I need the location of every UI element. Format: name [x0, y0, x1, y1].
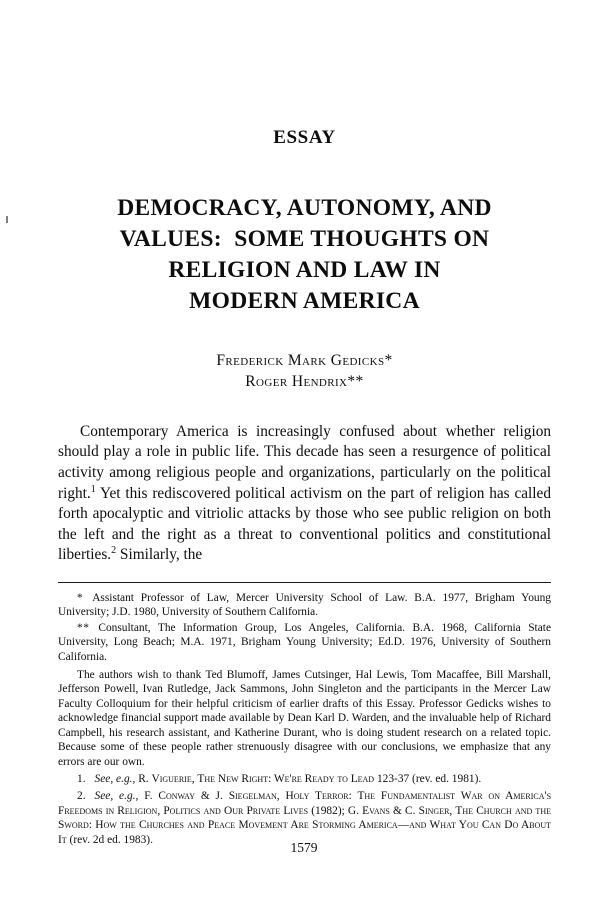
footnote-2-author-singer: Singer: [418, 804, 450, 817]
body-text-part-2: Yet this rediscovered political activism on the part of religion has called forth apocalyptic and vitriolic attacks by those who see public religion on both the left and the right as a threat to conventional politics and constitutional liberties.: [58, 484, 551, 564]
footnote-acknowledgment: The authors wish to thank Ted Blumoff, James Cutsinger, Hal Lewis, Tom Macaffee, Bill Marshall, Jefferson Powell, Ivan Rutledge, Jack Sammons, John Singleton and the participants in the Mercer Law Faculty Colloquium for their helpful criticism of earlier drafts of this Essay. Professor Gedicks wishes to acknowledge financial support made available by Dean Karl D. Warden, and the invaluable help of Richard Campbell, his research assistant, and Katherine Durant, who is doing student research on a related topic. Because some of these people rather strenuously disagree with our conclusions, we emphasize that any errors are our own.: [58, 669, 551, 768]
body-text-part-1: Contemporary America is increasingly confused about whether religion should play a role in public life. This decade has seen a resurgence of political activity among religious people and organizations, particularly on the political right.: [58, 422, 551, 502]
footnote-2-seg5: & C.: [389, 804, 419, 817]
scan-artifact-speck: [6, 216, 8, 223]
section-label: ESSAY: [273, 127, 336, 148]
footnote-1-title: The New Right: We're Ready to Lead: [197, 772, 375, 785]
footnote-2-seg6: ,: [449, 804, 456, 817]
footnote-2-seg1: F.: [138, 790, 159, 803]
body-text-part-3: Similarly, the: [116, 546, 203, 564]
title-line-3: RELIGION AND LAW IN: [168, 256, 441, 283]
footnote-2-author-conway: Conway: [158, 790, 195, 803]
body-paragraph: [58, 422, 551, 566]
footnote-2-seg2: & J.: [194, 790, 229, 803]
page-number: 1579: [290, 840, 318, 855]
footnote-2-seg3: ,: [276, 790, 286, 803]
footnote-ref-1[interactable]: 1: [90, 483, 96, 495]
title-line-2: VALUES: SOME THOUGHTS ON: [119, 225, 490, 252]
footnote-2-signal: See, e.g.,: [94, 790, 139, 803]
footnote-separator-rule: [58, 582, 551, 583]
footnote-2-number: 2.: [77, 790, 86, 803]
footnote-1-comma: ,: [191, 772, 198, 785]
footnote-2-author-siegelman: Siegelman: [228, 790, 277, 803]
page-title: [58, 193, 551, 317]
footnote-2: [58, 789, 551, 847]
footnote-2-seg7: (rev. 2d ed. 1983).: [66, 833, 153, 846]
footnote-2-seg4: (1982); G.: [308, 804, 363, 817]
footnote-doublestar: [58, 621, 551, 664]
footnote-2-title-holy-terror: Holy Terror: The Fundamentalist War on America's Freedoms in Religion, Politics and Our Private Lives: [58, 790, 552, 817]
title-line-1: DEMOCRACY, AUTONOMY, AND: [117, 194, 492, 221]
footnote-ref-2[interactable]: 2: [111, 545, 117, 557]
author-block: [58, 350, 551, 392]
footnote-1: [58, 772, 551, 786]
page-content-column: [58, 0, 551, 848]
footnote-star: [58, 591, 551, 620]
footnote-star-text: Assistant Professor of Law, Mercer University School of Law. B.A. 1977, Brigham Young University; J.D. 1980, University of Southern California.: [58, 592, 551, 619]
footnote-1-number: 1.: [77, 772, 86, 785]
footnote-star-marker: *: [77, 592, 84, 605]
footnote-2-title-church-sword: The Church and the Sword: How the Churches and Peace Movement Are Storming America—and What You Can Do About It: [58, 804, 551, 846]
footnote-doublestar-marker: **: [77, 621, 90, 634]
footnote-1-pages: 123-37 (rev. ed. 1981).: [374, 772, 482, 785]
footnote-doublestar-text: Consultant, The Information Group, Los Angeles, California. B.A. 1968, California State University, Long Beach; M.A. 1971, Brigham Young University; Ed.D. 1976, University of Southern California.: [58, 621, 551, 663]
footnote-1-author-surname: Viguerie: [151, 772, 192, 785]
footnote-1-author-initial: R.: [135, 772, 152, 785]
author-name-primary: Frederick Mark Gedicks*: [216, 351, 393, 369]
footnote-block: [58, 591, 551, 847]
title-line-4: MODERN AMERICA: [189, 287, 420, 314]
footnote-2-author-evans: Evans: [362, 804, 390, 817]
footnote-1-signal: See, e.g.,: [94, 772, 136, 785]
author-name-secondary: Roger Hendrix**: [245, 372, 364, 390]
